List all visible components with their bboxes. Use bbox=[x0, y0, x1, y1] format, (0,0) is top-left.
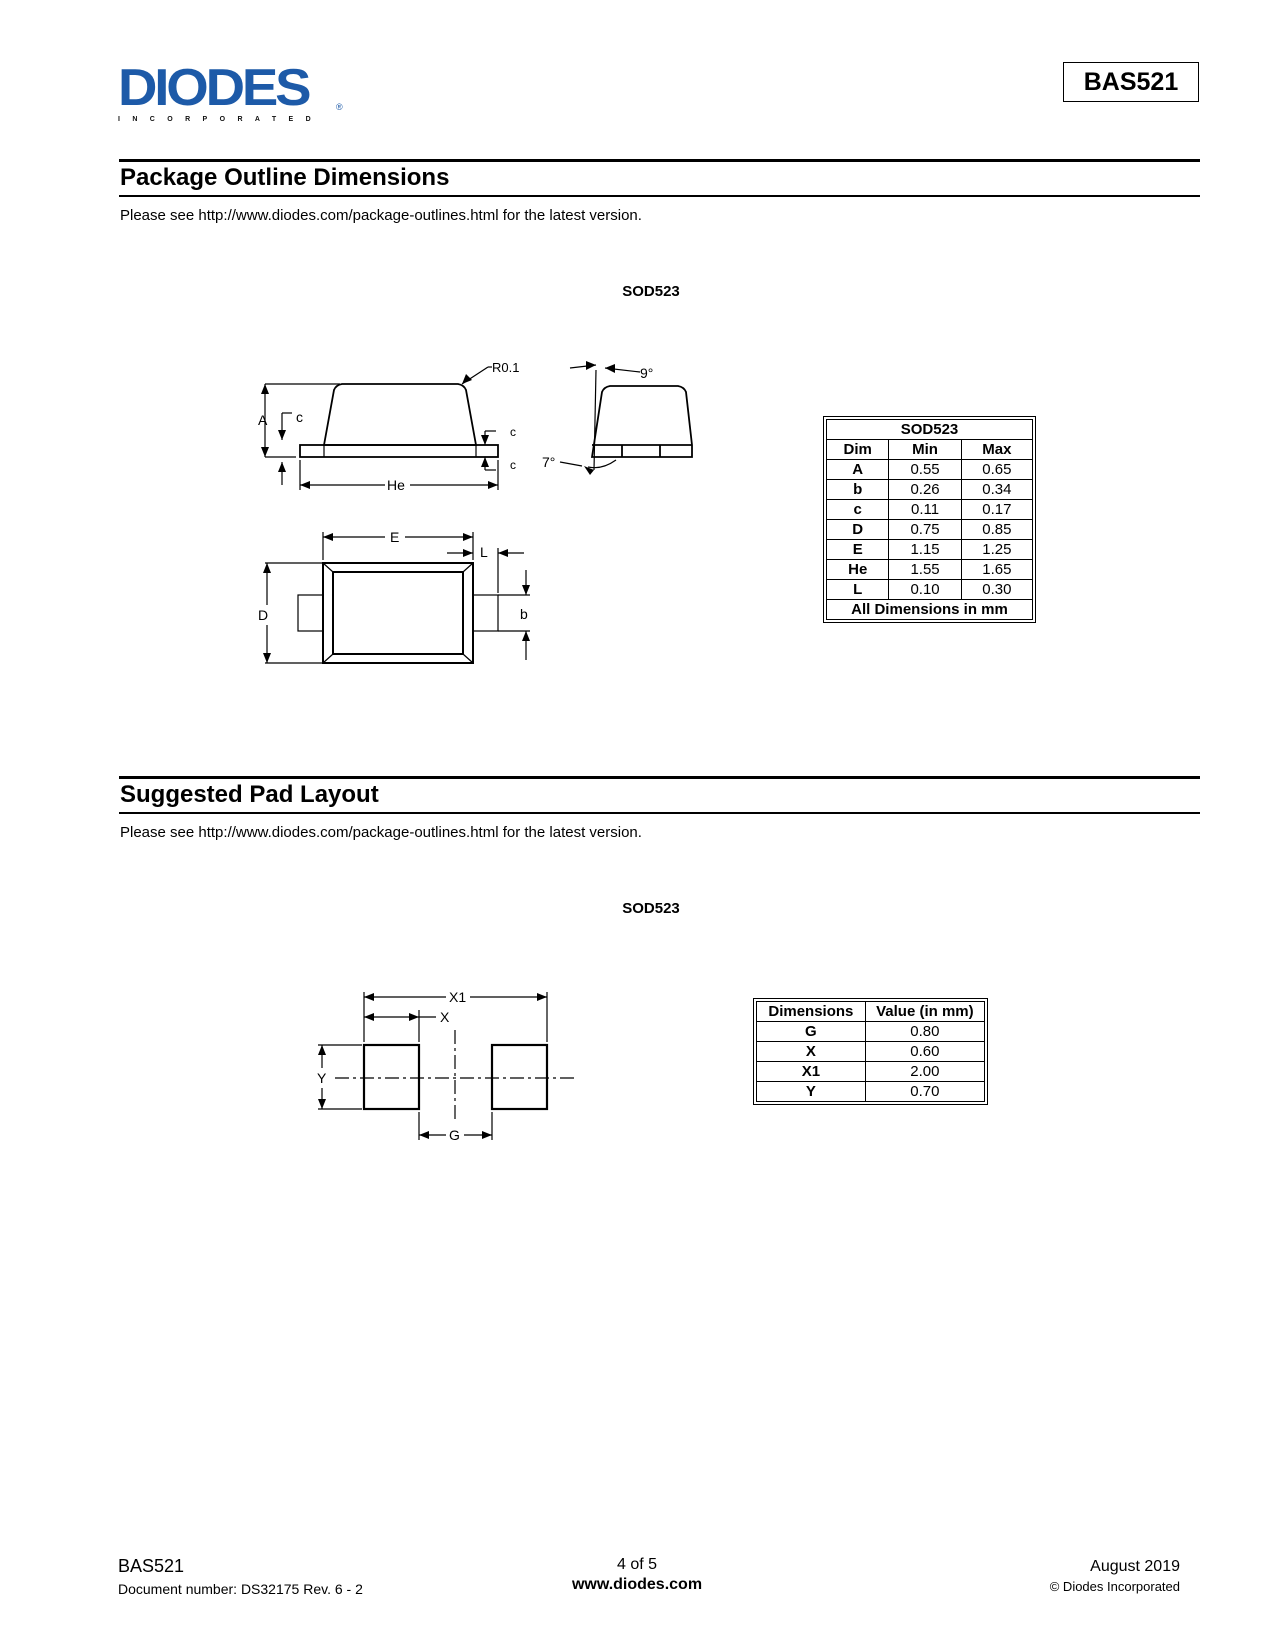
table-cell: 0.85 bbox=[961, 520, 1032, 540]
table-cell: 0.80 bbox=[865, 1022, 984, 1042]
table-cell: 0.75 bbox=[889, 520, 961, 540]
table-row bbox=[757, 1022, 985, 1042]
table-cell: c bbox=[827, 500, 889, 520]
table-row bbox=[827, 520, 1033, 540]
table-row bbox=[827, 540, 1033, 560]
footer-website: www.diodes.com bbox=[571, 1576, 703, 1593]
table-cell: 0.26 bbox=[889, 480, 961, 500]
table-footer: All Dimensions in mm bbox=[827, 600, 1033, 620]
table-cell: He bbox=[827, 560, 889, 580]
logo-subtext: INCORPORATED bbox=[118, 116, 324, 123]
table-cell: L bbox=[827, 580, 889, 600]
dim-label-angle-7: 7° bbox=[542, 454, 556, 470]
footer-part: BAS521 bbox=[118, 1556, 185, 1576]
dim-label-A: A bbox=[258, 412, 268, 428]
footer-date: August 2019 bbox=[1090, 1558, 1180, 1575]
table-row bbox=[757, 1042, 985, 1062]
table-cell: D bbox=[827, 520, 889, 540]
table-header: Dimensions bbox=[757, 1002, 866, 1022]
section-rule-top bbox=[119, 776, 1200, 779]
table-header: Max bbox=[961, 440, 1032, 460]
table-row bbox=[757, 1082, 985, 1102]
dim-label-c-right-bottom: c bbox=[510, 458, 516, 472]
table-header: Min bbox=[889, 440, 961, 460]
pad-label-Y: Y bbox=[317, 1070, 327, 1086]
table-cell: 0.17 bbox=[961, 500, 1032, 520]
table-cell: 0.10 bbox=[889, 580, 961, 600]
package-label: SOD523 bbox=[622, 283, 680, 300]
table-row bbox=[827, 560, 1033, 580]
table-cell: 0.34 bbox=[961, 480, 1032, 500]
table-row bbox=[827, 500, 1033, 520]
footer-copyright: © Diodes Incorporated bbox=[1049, 1579, 1180, 1594]
dim-label-He: He bbox=[387, 477, 405, 493]
package-dimensions-table bbox=[823, 416, 1036, 623]
table-cell: 1.25 bbox=[961, 540, 1032, 560]
table-header: Dim bbox=[827, 440, 889, 460]
pad-label-X: X bbox=[440, 1009, 450, 1025]
footer-doc-number: Document number: DS32175 Rev. 6 - 2 bbox=[118, 1581, 363, 1597]
table-cell: 0.60 bbox=[865, 1042, 984, 1062]
dim-label-c-left: c bbox=[296, 409, 303, 425]
table-cell: E bbox=[827, 540, 889, 560]
table-cell: 1.65 bbox=[961, 560, 1032, 580]
pad-layout-table bbox=[753, 998, 988, 1105]
table-cell: 0.55 bbox=[889, 460, 961, 480]
logo-wordmark: DIODES bbox=[118, 59, 309, 117]
table-cell: A bbox=[827, 460, 889, 480]
section-rule-bottom bbox=[119, 812, 1200, 814]
table-header: Value (in mm) bbox=[865, 1002, 984, 1022]
table-row bbox=[827, 480, 1033, 500]
table-title: SOD523 bbox=[827, 420, 1033, 440]
dim-label-angle-9: 9° bbox=[640, 365, 654, 381]
pad-label-G: G bbox=[449, 1127, 460, 1143]
part-number-box: BAS521 bbox=[1063, 62, 1199, 102]
table-row bbox=[827, 580, 1033, 600]
dim-label-E: E bbox=[390, 529, 400, 545]
table-cell: 0.65 bbox=[961, 460, 1032, 480]
table-cell: 0.70 bbox=[865, 1082, 984, 1102]
package-outline-note: Please see http://www.diodes.com/package-outlines.html for the latest version. bbox=[120, 207, 642, 224]
pad-label-X1: X1 bbox=[449, 989, 467, 1005]
dim-label-b: b bbox=[520, 606, 528, 622]
dim-label-L: L bbox=[480, 544, 488, 560]
table-cell: X1 bbox=[757, 1062, 866, 1082]
dim-label-D: D bbox=[258, 607, 269, 623]
table-cell: 1.15 bbox=[889, 540, 961, 560]
registered-icon: ® bbox=[336, 102, 343, 112]
table-cell: 0.30 bbox=[961, 580, 1032, 600]
pad-layout-note: Please see http://www.diodes.com/package-outlines.html for the latest version. bbox=[120, 824, 642, 841]
table-cell: 2.00 bbox=[865, 1062, 984, 1082]
table-cell: G bbox=[757, 1022, 866, 1042]
table-cell: 1.55 bbox=[889, 560, 961, 580]
dim-label-c-right-top: c bbox=[510, 425, 516, 439]
table-row bbox=[827, 460, 1033, 480]
dim-label-R: R0.1 bbox=[492, 360, 520, 375]
footer-page: 4 of 5 bbox=[616, 1556, 658, 1573]
table-cell: 0.11 bbox=[889, 500, 961, 520]
section-title-pad-layout: Suggested Pad Layout bbox=[120, 781, 379, 808]
table-row bbox=[757, 1062, 985, 1082]
table-cell: X bbox=[757, 1042, 866, 1062]
table-cell: Y bbox=[757, 1082, 866, 1102]
section-title-package-outline: Package Outline Dimensions bbox=[120, 164, 450, 191]
package-label: SOD523 bbox=[622, 900, 680, 917]
table-cell: b bbox=[827, 480, 889, 500]
